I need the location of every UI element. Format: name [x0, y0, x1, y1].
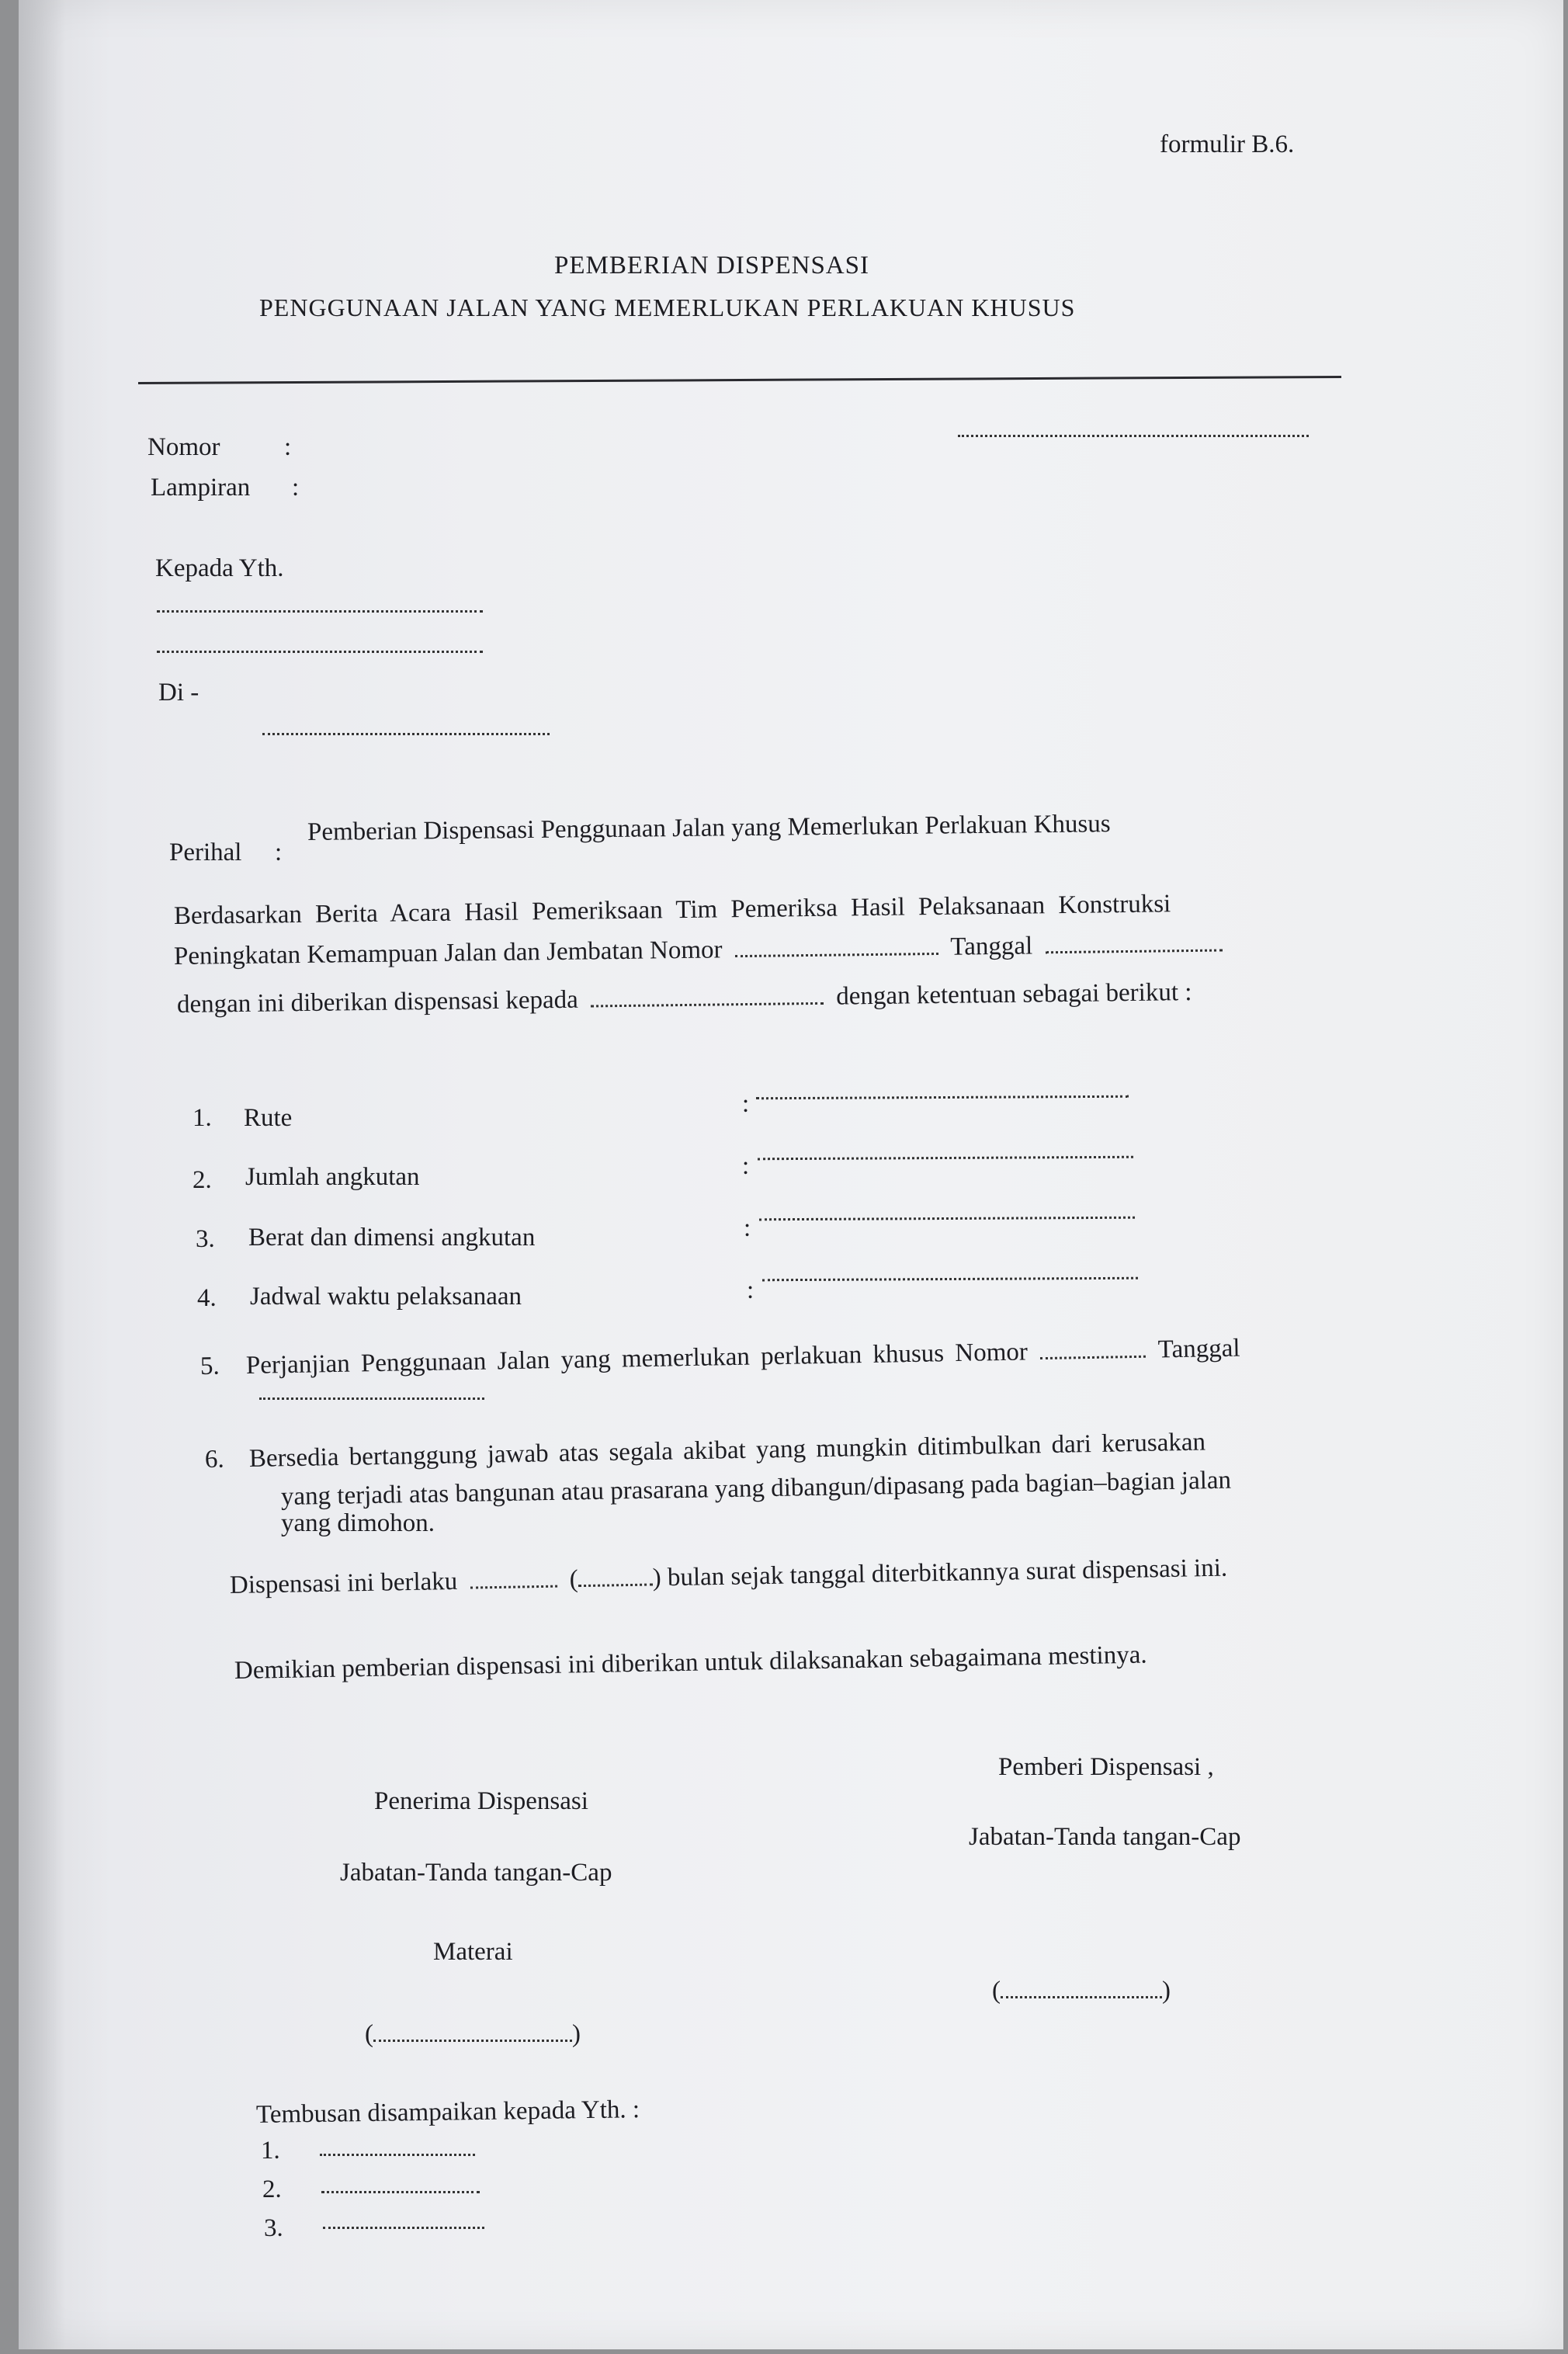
giver-paren-close: ) [1162, 1977, 1171, 2005]
item-3-num: 3. [196, 1225, 215, 1253]
nomor-colon: : [284, 433, 292, 461]
perihal-text: Pemberian Dispensasi Penggunaan Jalan yang Memerlukan Perlakuan Khusus [307, 810, 1111, 846]
tembusan-item-3-num: 3. [264, 2214, 283, 2242]
item-5-num: 5. [199, 1352, 220, 1380]
item-3-label: Berat dan dimensi angkutan [248, 1224, 536, 1252]
receiver-name-blank [373, 2040, 572, 2042]
item-5 [200, 1336, 1240, 1380]
intro-nomor-text: Peningkatan Kemampuan Jalan dan Jembatan Nomor [173, 936, 723, 970]
item-6-line-2: yang terjadi atas bangunan atau prasarana yang dibangun/dipasang pada bagian–bagian jalan [280, 1466, 1232, 1511]
item-5-nomor-blank [1040, 1356, 1146, 1359]
item-1-label: Rute [244, 1104, 293, 1132]
item-5-text: Perjanjian Penggunaan Jalan yang memerlukan perlakuan khusus Nomor [245, 1338, 1029, 1380]
closing-statement: Demikian pemberian dispensasi ini diberikan untuk dilaksanakan sebagaimana mestinya. [234, 1641, 1147, 1685]
intro-line-2 [174, 932, 1223, 970]
validity-months-blank [470, 1585, 557, 1589]
perihal-label: Perihal [169, 838, 242, 866]
item-5-tanggal: Tanggal [1157, 1334, 1240, 1364]
form-code: formulir B.6. [1160, 130, 1295, 158]
di-blank [262, 733, 550, 735]
receiver-paren-close: ) [572, 2020, 581, 2048]
perihal-colon: : [275, 838, 283, 866]
giver-role: Jabatan-Tanda tangan-Cap [969, 1823, 1241, 1851]
intro-line-1 [174, 890, 1338, 929]
item-4-blank [762, 1277, 1138, 1282]
kepada-label: Kepada Yth. [155, 554, 284, 582]
validity-line [230, 1556, 1228, 1599]
di-label: Di - [158, 679, 199, 707]
materai-label: Materai [433, 1938, 513, 1966]
item-3-colon: : [744, 1214, 751, 1242]
document-page [19, 0, 1563, 2349]
tembusan-item-1-num: 1. [261, 2137, 280, 2165]
item-4-num: 4. [197, 1284, 217, 1312]
validity-paren-open: ( [569, 1565, 579, 1594]
intro-tanggal-blank [1046, 949, 1223, 953]
receiver-role: Jabatan-Tanda tangan-Cap [340, 1859, 612, 1887]
date-place-blank [958, 435, 1309, 437]
tembusan-label: Tembusan disampaikan kepada Yth. : [255, 2095, 640, 2129]
giver-name-line [992, 1978, 1171, 2004]
item-6-line-1-text: Bersedia bertanggung jawab atas segala akibat yang mungkin ditimbulkan dari kerusakan [248, 1428, 1206, 1474]
item-2-colon: : [742, 1152, 750, 1180]
tembusan-item-2-num: 2. [262, 2175, 282, 2203]
intro-tanggal-text: Tanggal [950, 932, 1033, 961]
intro-ketentuan-text: dengan ketentuan sebagai berikut : [836, 978, 1192, 1011]
item-6-line-3: yang dimohon. [281, 1509, 435, 1537]
receiver-paren-open: ( [365, 2020, 373, 2048]
item-2-blank [758, 1156, 1133, 1161]
addressee-blank-1 [157, 610, 483, 613]
title-line-2: PENGGUNAAN JALAN YANG MEMERLUKAN PERLAKUAN KHUSUS [259, 293, 1076, 321]
item-1-colon: : [742, 1090, 750, 1118]
receiver-title: Penerima Dispensasi [374, 1787, 588, 1815]
validity-words-blank [578, 1583, 653, 1587]
tembusan-item-3-blank [323, 2227, 484, 2229]
item-2-num: 2. [193, 1166, 212, 1194]
item-4-label: Jadwal waktu pelaksanaan [250, 1283, 522, 1311]
page-fold-shadow [19, 0, 65, 2349]
giver-name-blank [1001, 1996, 1162, 1998]
item-4-colon: : [747, 1276, 755, 1304]
giver-paren-open: ( [992, 1977, 1001, 2005]
item-5-tanggal-blank [259, 1397, 484, 1400]
receiver-name-line [365, 2022, 581, 2047]
item-1-blank [756, 1095, 1129, 1100]
item-2-label: Jumlah angkutan [245, 1163, 420, 1191]
title-rule [138, 376, 1341, 384]
tembusan-item-2-blank [321, 2191, 480, 2193]
intro-kepada-blank [591, 1002, 824, 1008]
tembusan-item-1-blank [320, 2154, 475, 2156]
item-6-num: 6. [204, 1445, 225, 1474]
item-3-blank [759, 1217, 1135, 1221]
nomor-label: Nomor [147, 433, 220, 461]
giver-title: Pemberi Dispensasi , [998, 1753, 1214, 1781]
intro-nomor-blank [735, 953, 938, 957]
lampiran-label: Lampiran [151, 474, 251, 502]
addressee-blank-2 [157, 651, 483, 653]
item-1-num: 1. [193, 1104, 212, 1132]
intro-kepada-text: dengan ini diberikan dispensasi kepada [176, 985, 579, 1019]
intro-line-3 [177, 980, 1192, 1018]
validity-text-b: ) bulan sejak tanggal diterbitkannya surat dispensasi ini. [652, 1554, 1228, 1592]
validity-text-a: Dispensasi ini berlaku [229, 1567, 458, 1599]
intro-line-1-text: Berdasarkan Berita Acara Hasil Pemeriksaan Tim Pemeriksa Hasil Pelaksanaan Konstruksi [173, 890, 1171, 930]
title-line-1: PEMBERIAN DISPENSASI [554, 252, 869, 279]
item-6-line-1 [205, 1430, 1206, 1473]
lampiran-colon: : [292, 474, 300, 502]
